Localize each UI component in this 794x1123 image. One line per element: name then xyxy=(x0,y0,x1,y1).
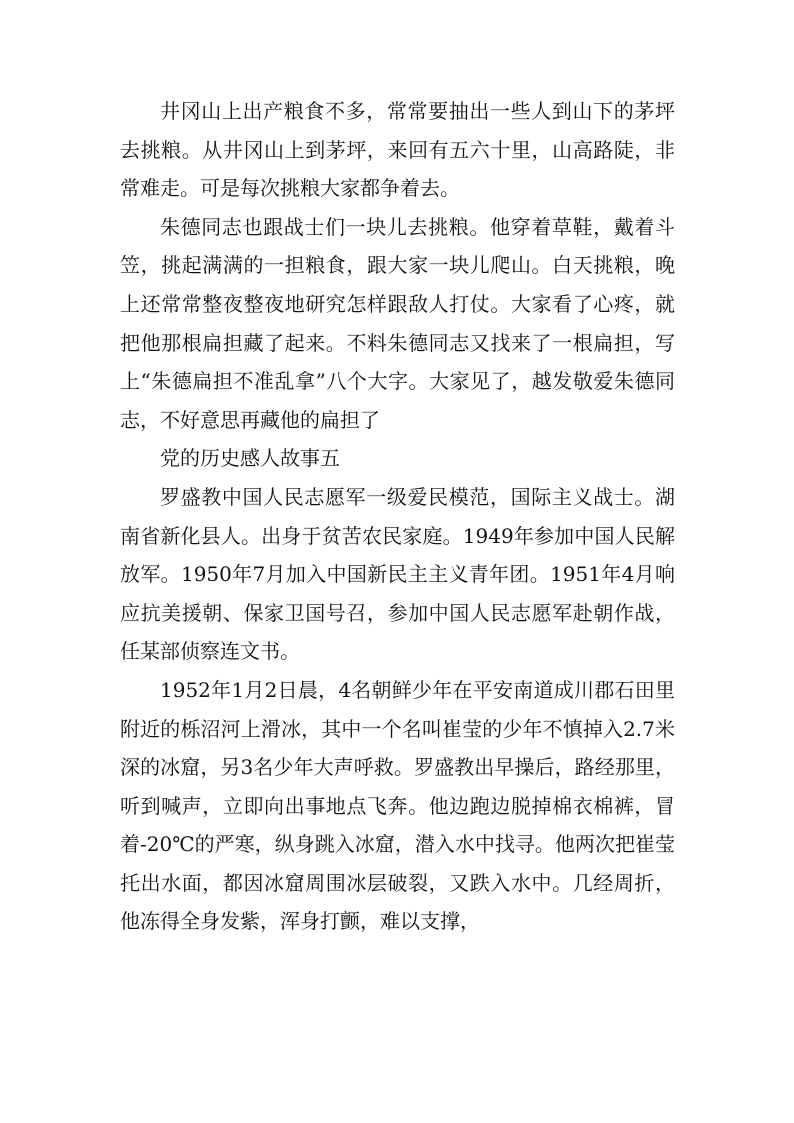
document-body xyxy=(120,92,675,941)
paragraph-luo-shengjiao-bio: 罗盛教中国人民志愿军一级爱民模范，国际主义战士。湖南省新化县人。出身于贫苦农民家庭。1949年参加中国人民解放军。1950年7月加入中国新民主主义青年团。1951年4月响应抗美援朝、保家卫国号召，参加中国人民志愿军赴朝作战，任某部侦察连文书。 xyxy=(120,484,675,664)
paragraph-zhu-de-shoulder-pole: 朱德同志也跟战士们一块儿去挑粮。他穿着草鞋，戴着斗笠，挑起满满的一担粮食，跟大家一块儿爬山。白天挑粮，晚上还常常整夜整夜地研究怎样跟敌人打仗。大家看了心疼，就把他那根扁担藏了起来。不料朱德同志又找来了一根扁担，写上“朱德扁担不准乱拿”八个大字。大家见了，越发敬爱朱德同志，不好意思再藏他的扁担了 xyxy=(120,214,675,432)
paragraph-grain-carrying: 井冈山上出产粮食不多，常常要抽出一些人到山下的茅坪去挑粮。从井冈山上到茅坪，来回有五六十里，山高路陡，非常难走。可是每次挑粮大家都争着去。 xyxy=(120,99,675,201)
section-heading: 党的历史感人故事五 xyxy=(160,446,340,471)
paragraph-ice-rescue: 1952年1月2日晨，4名朝鲜少年在平安南道成川郡石田里附近的栎沼河上滑冰，其中一个名叫崔莹的少年不慎掉入2.7米深的冰窟，另3名少年大声呼救。罗盛教出早操后，路经那里，听到喊声，立即向出事地点飞奔。他边跑边脱掉棉衣棉裤，冒着-20℃的严寒，纵身跳入冰窟，潜入水中找寻。他两次把崔莹托出水面，都因冰窟周围冰层破裂，又跌入水中。几经周折，他冻得全身发紫，浑身打颤，难以支撑， xyxy=(120,677,675,934)
